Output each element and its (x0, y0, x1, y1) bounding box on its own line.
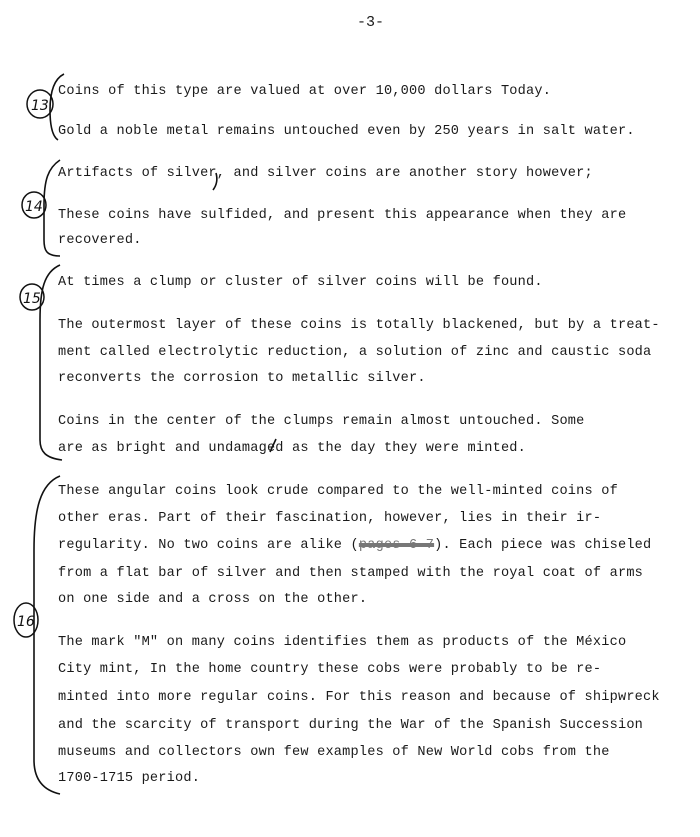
section-16-number: 16 (17, 614, 35, 630)
line-14-start: regularity. No two coins are alike ( (58, 538, 359, 553)
line-18: City mint, In the home country these cobs were probably to be re- (58, 662, 602, 677)
line-06: At times a clump or cluster of silver coins will be found. (58, 275, 543, 290)
line-14-end: ). Each piece was chiseled (434, 538, 652, 553)
section-14-number: 14 (25, 199, 43, 215)
section-15-number: 15 (23, 291, 41, 307)
line-12: These angular coins look crude compared to the well-minted coins of (58, 484, 618, 499)
struck-page-reference: pages 6-7 (358, 538, 435, 553)
line-03: Artifacts of silver, and silver coins are another story however; (58, 166, 593, 181)
line-19: minted into more regular coins. For this reason and because of shipwreck (58, 690, 660, 705)
line-08: ment called electrolytic reduction, a solution of zinc and caustic soda (58, 345, 652, 360)
line-02: Gold a noble metal remains untouched even by 250 years in salt water. (58, 124, 635, 139)
line-05: recovered. (58, 233, 142, 248)
line-20: and the scarcity of transport during the War of the Spanish Succession (58, 718, 644, 733)
line-16: on one side and a cross on the other. (58, 592, 368, 607)
line-07: The outermost layer of these coins is totally blackened, but by a treat- (58, 318, 660, 333)
line-13: other eras. Part of their fascination, however, lies in their ir- (58, 511, 602, 526)
section-16-bracket (34, 476, 60, 794)
line-09: reconverts the corrosion to metallic silver. (58, 371, 426, 386)
line-04: These coins have sulfided, and present this appearance when they are (58, 208, 627, 223)
section-13-number: 13 (31, 98, 49, 114)
line-14 (58, 538, 651, 553)
line-10: Coins in the center of the clumps remain almost untouched. Some (58, 414, 585, 429)
line-21: museums and collectors own few examples of New World cobs from the (58, 745, 610, 760)
line-22: 1700-1715 period. (58, 771, 201, 786)
page-number: -3- (357, 14, 385, 31)
line-11: are as bright and undamaged as the day they were minted. (58, 441, 527, 456)
line-15: from a flat bar of silver and then stamped with the royal coat of arms (58, 566, 644, 581)
line-01: Coins of this type are valued at over 10,000 dollars Today. (58, 84, 552, 99)
line-17: The mark "M" on many coins identifies them as products of the México (58, 635, 627, 650)
